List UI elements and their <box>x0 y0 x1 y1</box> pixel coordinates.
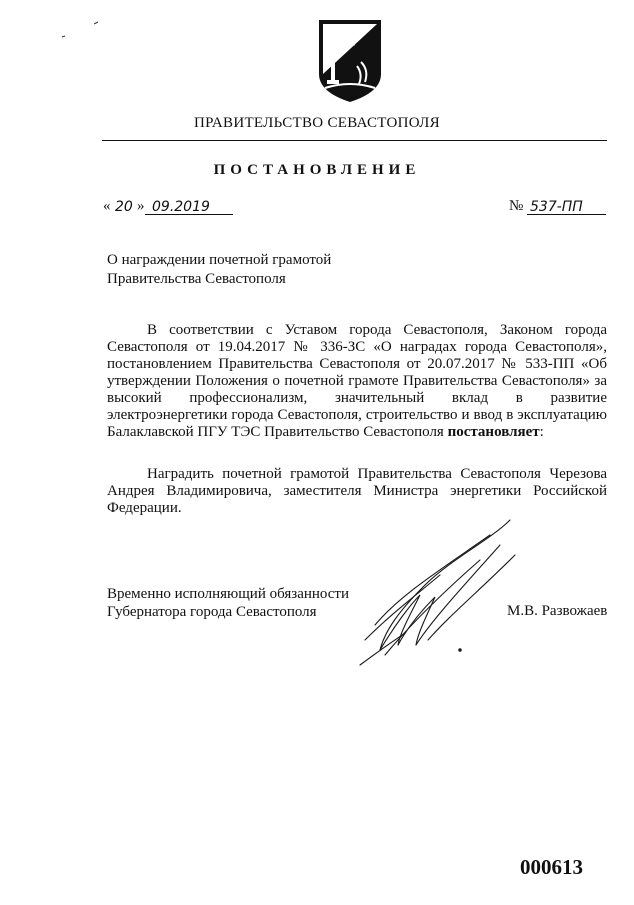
subject-line-1: О награждении почетной грамотой <box>107 252 332 268</box>
document-subject <box>107 251 331 289</box>
number-sign: № <box>509 198 524 214</box>
date-close-quote: » <box>137 198 145 214</box>
government-title: ПРАВИТЕЛЬСТВО СЕВАСТОПОЛЯ <box>194 115 440 131</box>
number-underline <box>527 214 606 215</box>
position-line-1: Временно исполняющий обязанности <box>107 586 350 602</box>
resolution-keyword: постановляет <box>447 424 540 440</box>
date-underline <box>145 214 233 215</box>
scan-artifact <box>60 20 110 40</box>
body-paragraph-2: Наградить почетной грамотой Правительства Севастополя Черезова Андрея Владимировича, заместителя Министра энергетики Российской Федерации. <box>107 466 607 516</box>
date-month-year: 09.2019 <box>152 199 210 215</box>
sevastopol-coat-of-arms-icon <box>317 18 383 104</box>
document-number: 537-ПП <box>530 199 583 215</box>
paragraph-1-text: В соответствии с Уставом города Севастополя, Законом города Севастополя от 19.04.2017 № 336-ЗС «О наградах города Севастополя», постановлением Правительства Севастополя от 20.07.2017 № 533-ПП «Об утверждении Положения о почетной грамоте Правительства Севастополя» за высокий профессионализм, значительный вклад в развитие электроэнергетики города Севастополя, строительство и ввод в эксплуатацию Балаклавской ПГУ ТЭС Правительство Севастополя <box>107 322 607 440</box>
signatory-name: М.В. Развожаев <box>507 603 608 619</box>
header-divider <box>102 140 607 141</box>
position-line-2: Губернатора города Севастополя <box>107 604 317 620</box>
signatory-position <box>107 585 349 621</box>
date-open-quote: « <box>103 198 111 214</box>
handwritten-signature <box>340 515 550 675</box>
registration-number: 000613 <box>520 855 583 879</box>
date-day: 20 <box>115 199 133 215</box>
body-paragraph-1 <box>107 322 607 441</box>
subject-line-2: Правительства Севастополя <box>107 271 286 287</box>
paragraph-1-end: : <box>539 424 544 440</box>
document-type: ПОСТАНОВЛЕНИЕ <box>213 162 421 178</box>
